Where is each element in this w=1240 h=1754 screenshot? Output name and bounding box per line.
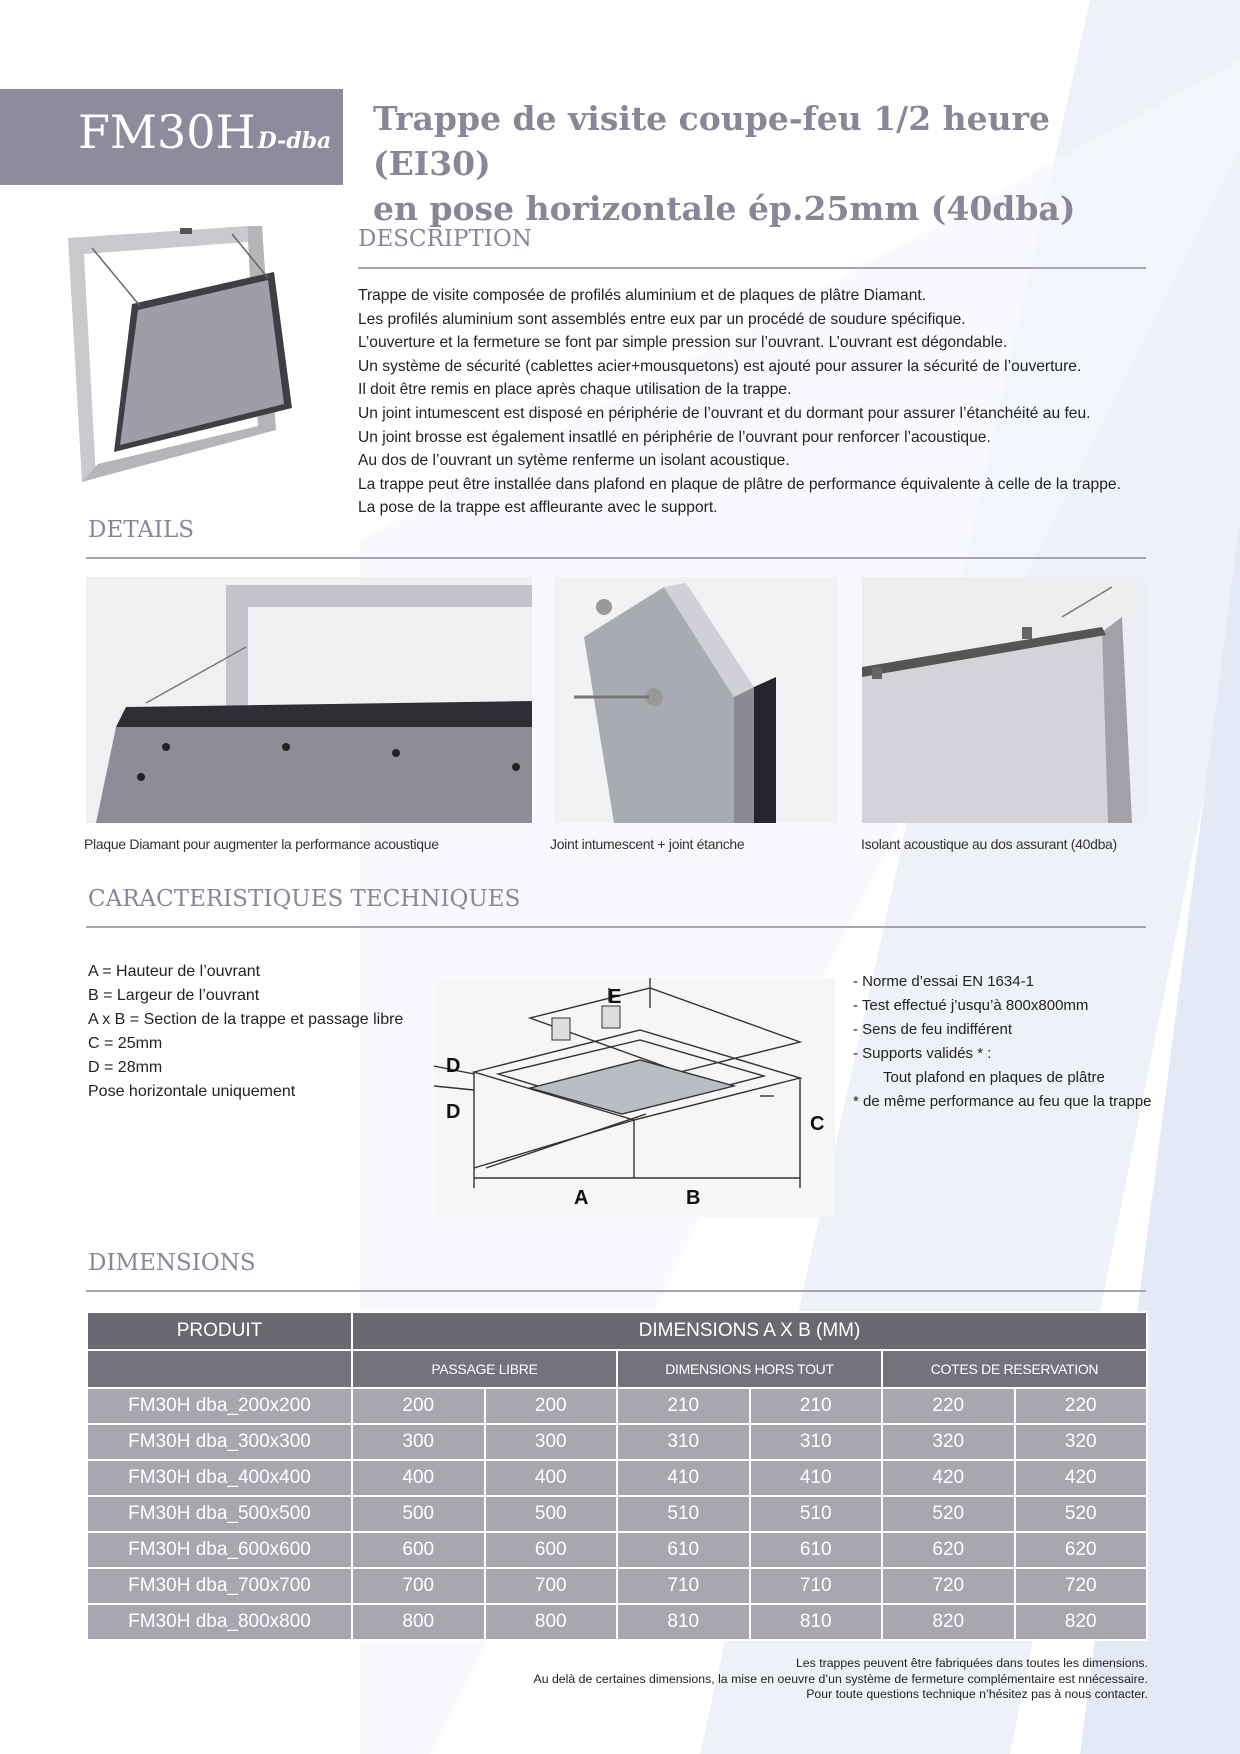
note-line: Les trappes peuvent être fabriquées dans toutes les dimensions. (795, 1656, 1148, 1670)
dimension-value-cell: 320 (1015, 1424, 1148, 1460)
description-line: Trappe de visite composée de profilés aluminium et de plaques de plâtre Diamant. (358, 287, 927, 304)
spec-right-line: - Test effectué j’usqu’à 800x800mm (853, 997, 1089, 1014)
dimension-value-cell: 520 (882, 1496, 1015, 1532)
description-line: Au dos de l’ouvrant un sytème renferme un isolant acoustique. (358, 452, 790, 470)
dimensions-notes (534, 1656, 1148, 1703)
dimension-value-cell: 720 (882, 1568, 1015, 1604)
spec-right-line: - Norme d’essai EN 1634-1 (853, 973, 1034, 990)
spec-right-line: - Supports validés * : (853, 1045, 992, 1062)
detail-caption-1: Plaque Diamant pour augmenter la performance acoustique (84, 836, 439, 852)
spec-line: B = Largeur de l’ouvrant (88, 987, 260, 1004)
dimension-value-cell: 820 (882, 1604, 1015, 1640)
product-code-suffix: D-dba (257, 128, 332, 154)
detail-photo-joint (554, 577, 838, 823)
dimension-value-cell: 400 (485, 1460, 618, 1496)
note-line: Au delà de certaines dimensions, la mise en oeuvre d’un système de fermeture complémentaire est nnécessaire. (533, 1671, 1148, 1686)
table-row (87, 1604, 1147, 1640)
description-line: Un joint brosse est également insatllé en périphérie de l’ouvrant pour renforcer l’acoustique. (358, 428, 991, 446)
spec-line: A = Hauteur de l’ouvrant (88, 963, 261, 980)
dimension-value-cell: 200 (352, 1388, 485, 1424)
dimension-value-cell: 700 (485, 1568, 618, 1604)
dimension-value-cell: 500 (352, 1496, 485, 1532)
description-heading: DESCRIPTION (358, 226, 532, 252)
dimension-value-cell: 210 (750, 1388, 883, 1424)
caracteristiques-rule (86, 926, 1146, 928)
description-line: La pose de la trappe est affleurante avec le support. (358, 499, 718, 517)
dimension-value-cell: 420 (882, 1460, 1015, 1496)
dimension-value-cell: 620 (1015, 1532, 1148, 1568)
product-name-cell: FM30H dba_700x700 (87, 1568, 352, 1604)
dimension-value-cell: 800 (485, 1604, 618, 1640)
title-line-1: Trappe de visite coupe-feu 1/2 heure (EI30) (373, 99, 1051, 183)
details-heading: DETAILS (88, 517, 195, 543)
table-row (87, 1460, 1147, 1496)
dimension-value-cell: 310 (750, 1424, 883, 1460)
detail-photo-plaque (86, 577, 532, 823)
note-line: Pour toute questions technique n’hésitez pas à nous contacter. (806, 1687, 1148, 1701)
dimension-value-cell: 400 (352, 1460, 485, 1496)
detail-photo-isolant (862, 577, 1146, 823)
dimension-value-cell: 600 (485, 1532, 618, 1568)
specs-right-list (853, 970, 1152, 1114)
description-line: Un système de sécurité (cablettes acier+mousquetons) est ajouté pour assurer la sécurité de l’ouverture. (358, 357, 1082, 375)
description-text (358, 284, 1188, 520)
specs-left-list (88, 960, 403, 1104)
detail-caption-3: Isolant acoustique au dos assurant (40dba) (861, 836, 1117, 852)
dimension-value-cell: 500 (485, 1496, 618, 1532)
product-code: FM30HD-dba (78, 105, 332, 159)
description-line: La trappe peut être installée dans plafond en plaque de plâtre de performance équivalente à celle de la trappe. (358, 475, 1121, 493)
technical-diagram (434, 978, 835, 1217)
product-name-cell: FM30H dba_400x400 (87, 1460, 352, 1496)
dimension-value-cell: 410 (750, 1460, 883, 1496)
subheader-hors-tout: DIMENSIONS HORS TOUT (617, 1350, 882, 1388)
diagram-label-E: E (608, 986, 622, 1008)
dimension-value-cell: 210 (617, 1388, 750, 1424)
description-line: L’ouverture et la fermeture se font par simple pression sur l’ouvrant. L’ouvrant est dégondable. (358, 334, 1008, 352)
caracteristiques-heading: CARACTERISTIQUES TECHNIQUES (88, 886, 521, 912)
dimension-value-cell: 520 (1015, 1496, 1148, 1532)
dimension-value-cell: 200 (485, 1388, 618, 1424)
diagram-label-C: C (810, 1113, 825, 1135)
table-row (87, 1388, 1147, 1424)
product-code-box (0, 89, 343, 185)
spec-right-line: - Sens de feu indifférent (853, 1021, 1012, 1038)
title-line-2: en pose horizontale ép.25mm (40dba) (373, 189, 1076, 228)
dimension-value-cell: 610 (750, 1532, 883, 1568)
dimensions-heading: DIMENSIONS (88, 1250, 256, 1276)
dimension-value-cell: 710 (750, 1568, 883, 1604)
product-name-cell: FM30H dba_500x500 (87, 1496, 352, 1532)
dimension-value-cell: 810 (617, 1604, 750, 1640)
details-rule (86, 557, 1146, 559)
product-name-cell: FM30H dba_800x800 (87, 1604, 352, 1640)
diagram-label-D1: D (446, 1055, 461, 1077)
col-header-dimensions: DIMENSIONS A X B (MM) (352, 1312, 1147, 1350)
page-title (373, 96, 1173, 231)
spec-right-line: Tout plafond en plaques de plâtre (883, 1069, 1105, 1086)
table-row (87, 1532, 1147, 1568)
dimension-value-cell: 620 (882, 1532, 1015, 1568)
spec-line: A x B = Section de la trappe et passage libre (88, 1011, 404, 1028)
spec-right-line: * de même performance au feu que la trappe (853, 1093, 1152, 1110)
subheader-reservation: COTES DE RESERVATION (882, 1350, 1147, 1388)
dimension-value-cell: 510 (750, 1496, 883, 1532)
spec-line: Pose horizontale uniquement (88, 1083, 296, 1100)
detail-caption-2: Joint intumescent + joint étanche (550, 836, 745, 852)
diagram-label-A: A (574, 1187, 589, 1209)
description-line: Un joint intumescent est disposé en périphérie de l’ouvrant et du dormant pour assurer l’étanchéité au feu. (358, 404, 1091, 422)
dimension-value-cell: 220 (882, 1388, 1015, 1424)
dimension-value-cell: 410 (617, 1460, 750, 1496)
dimensions-rule (86, 1290, 1146, 1292)
spec-line: D = 28mm (88, 1059, 163, 1076)
product-photo (62, 220, 292, 482)
dimension-value-cell: 420 (1015, 1460, 1148, 1496)
dimension-value-cell: 320 (882, 1424, 1015, 1460)
dimension-value-cell: 300 (485, 1424, 618, 1460)
dimension-value-cell: 710 (617, 1568, 750, 1604)
table-row (87, 1496, 1147, 1532)
dimensions-table (86, 1311, 1148, 1641)
dimension-value-cell: 820 (1015, 1604, 1148, 1640)
dimension-value-cell: 700 (352, 1568, 485, 1604)
table-row (87, 1568, 1147, 1604)
table-row (87, 1424, 1147, 1460)
dimension-value-cell: 810 (750, 1604, 883, 1640)
dimension-value-cell: 310 (617, 1424, 750, 1460)
dimension-value-cell: 510 (617, 1496, 750, 1532)
spec-line: C = 25mm (88, 1035, 163, 1052)
description-line: Il doit être remis en place après chaque utilisation de la trappe. (358, 381, 792, 399)
dimension-value-cell: 220 (1015, 1388, 1148, 1424)
product-name-cell: FM30H dba_600x600 (87, 1532, 352, 1568)
dimension-value-cell: 300 (352, 1424, 485, 1460)
col-header-produit: PRODUIT (87, 1312, 352, 1350)
subheader-empty (87, 1350, 352, 1388)
diagram-label-B: B (686, 1187, 701, 1209)
subheader-passage-libre: PASSAGE LIBRE (352, 1350, 617, 1388)
dimension-value-cell: 600 (352, 1532, 485, 1568)
dimension-value-cell: 720 (1015, 1568, 1148, 1604)
description-line: Les profilés aluminium sont assemblés entre eux par un procédé de soudure spécifique. (358, 310, 966, 328)
dimension-value-cell: 800 (352, 1604, 485, 1640)
dimension-value-cell: 610 (617, 1532, 750, 1568)
product-name-cell: FM30H dba_200x200 (87, 1388, 352, 1424)
diagram-label-D2: D (446, 1101, 461, 1123)
product-name-cell: FM30H dba_300x300 (87, 1424, 352, 1460)
description-rule (358, 267, 1146, 269)
